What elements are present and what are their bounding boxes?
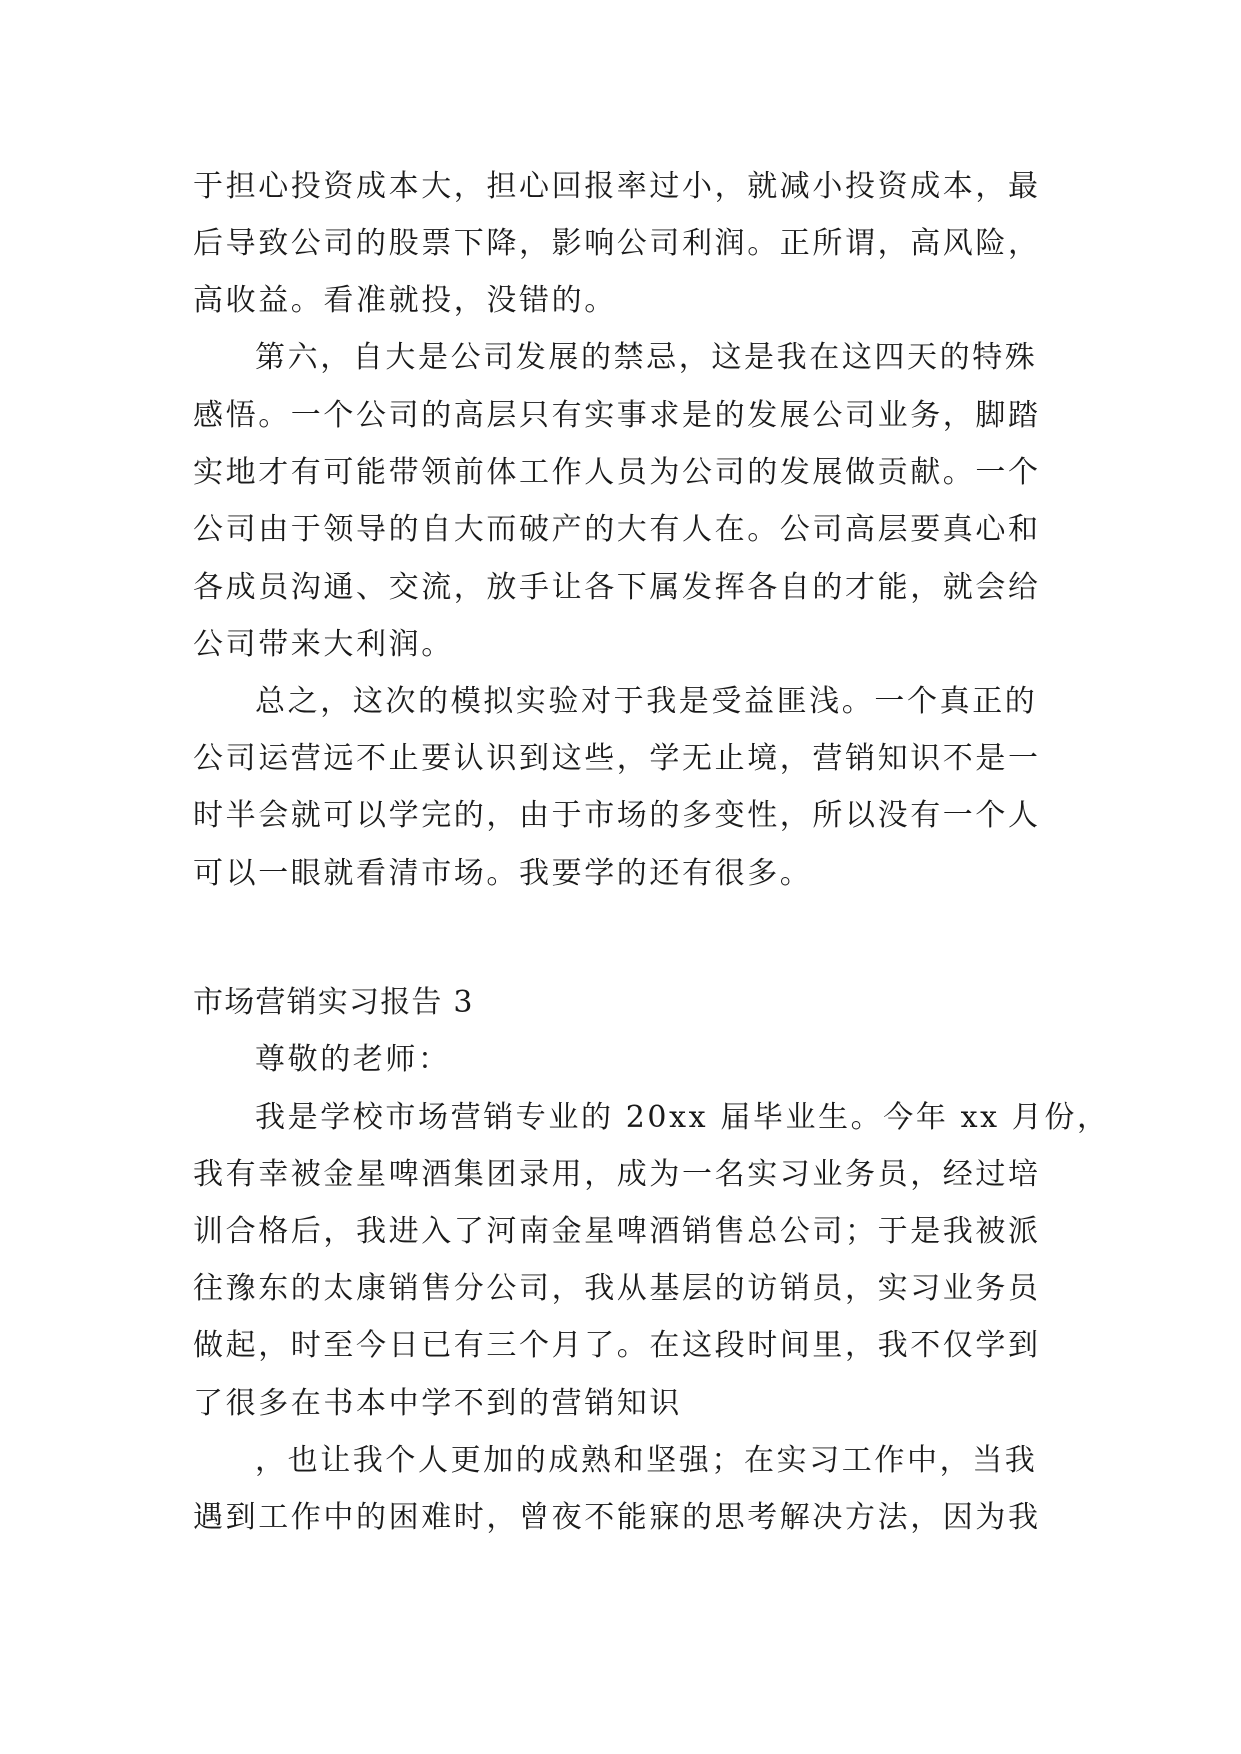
body-text-line: 高收益。看准就投，没错的。: [193, 283, 617, 318]
body-text-line: 各成员沟通、交流，放手让各下属发挥各自的才能，就会给: [193, 570, 1041, 605]
body-text-line: 公司由于领导的自大而破产的大有人在。公司高层要真心和: [193, 512, 1041, 547]
body-text-line: 时半会就可以学完的，由于市场的多变性，所以没有一个人: [193, 798, 1041, 833]
body-text-line: 遇到工作中的困难时，曾夜不能寐的思考解决方法，因为我: [193, 1500, 1041, 1535]
body-text-line: 可以一眼就看清市场。我要学的还有很多。: [193, 856, 813, 891]
body-text-line: 公司带来大利润。: [193, 627, 454, 662]
body-text-line: 实地才有可能带领前体工作人员为公司的发展做贡献。一个: [193, 455, 1041, 490]
body-text-line: 往豫东的太康销售分公司，我从基层的访销员，实习业务员: [193, 1271, 1041, 1306]
body-text-line: 感悟。一个公司的高层只有实事求是的发展公司业务，脚踏: [193, 398, 1041, 433]
body-text-line: 我有幸被金星啤酒集团录用，成为一名实习业务员，经过培: [193, 1157, 1041, 1192]
body-text-line: 第六，自大是公司发展的禁忌，这是我在这四天的特殊: [255, 340, 1038, 375]
salutation-line: 尊敬的老师：: [255, 1042, 451, 1077]
section-heading: 市场营销实习报告 3: [193, 985, 474, 1020]
body-text-line: 公司运营远不止要认识到这些，学无止境，营销知识不是一: [193, 741, 1041, 776]
body-text-line: 我是学校市场营销专业的 20xx 届毕业生。今年 xx 月份，: [255, 1100, 1110, 1135]
body-text-line: 训合格后，我进入了河南金星啤酒销售总公司；于是我被派: [193, 1214, 1041, 1249]
body-text-line: 于担心投资成本大，担心回报率过小，就减小投资成本，最: [193, 169, 1041, 204]
body-text-line: ，也让我个人更加的成熟和坚强；在实习工作中，当我: [255, 1443, 1038, 1478]
body-text-line: 后导致公司的股票下降，影响公司利润。正所谓，高风险，: [193, 226, 1041, 261]
body-text-line: 总之，这次的模拟实验对于我是受益匪浅。一个真正的: [255, 684, 1038, 719]
body-text-line: 了很多在书本中学不到的营销知识: [193, 1386, 682, 1421]
body-text-line: 做起，时至今日已有三个月了。在这段时间里，我不仅学到: [193, 1328, 1041, 1363]
